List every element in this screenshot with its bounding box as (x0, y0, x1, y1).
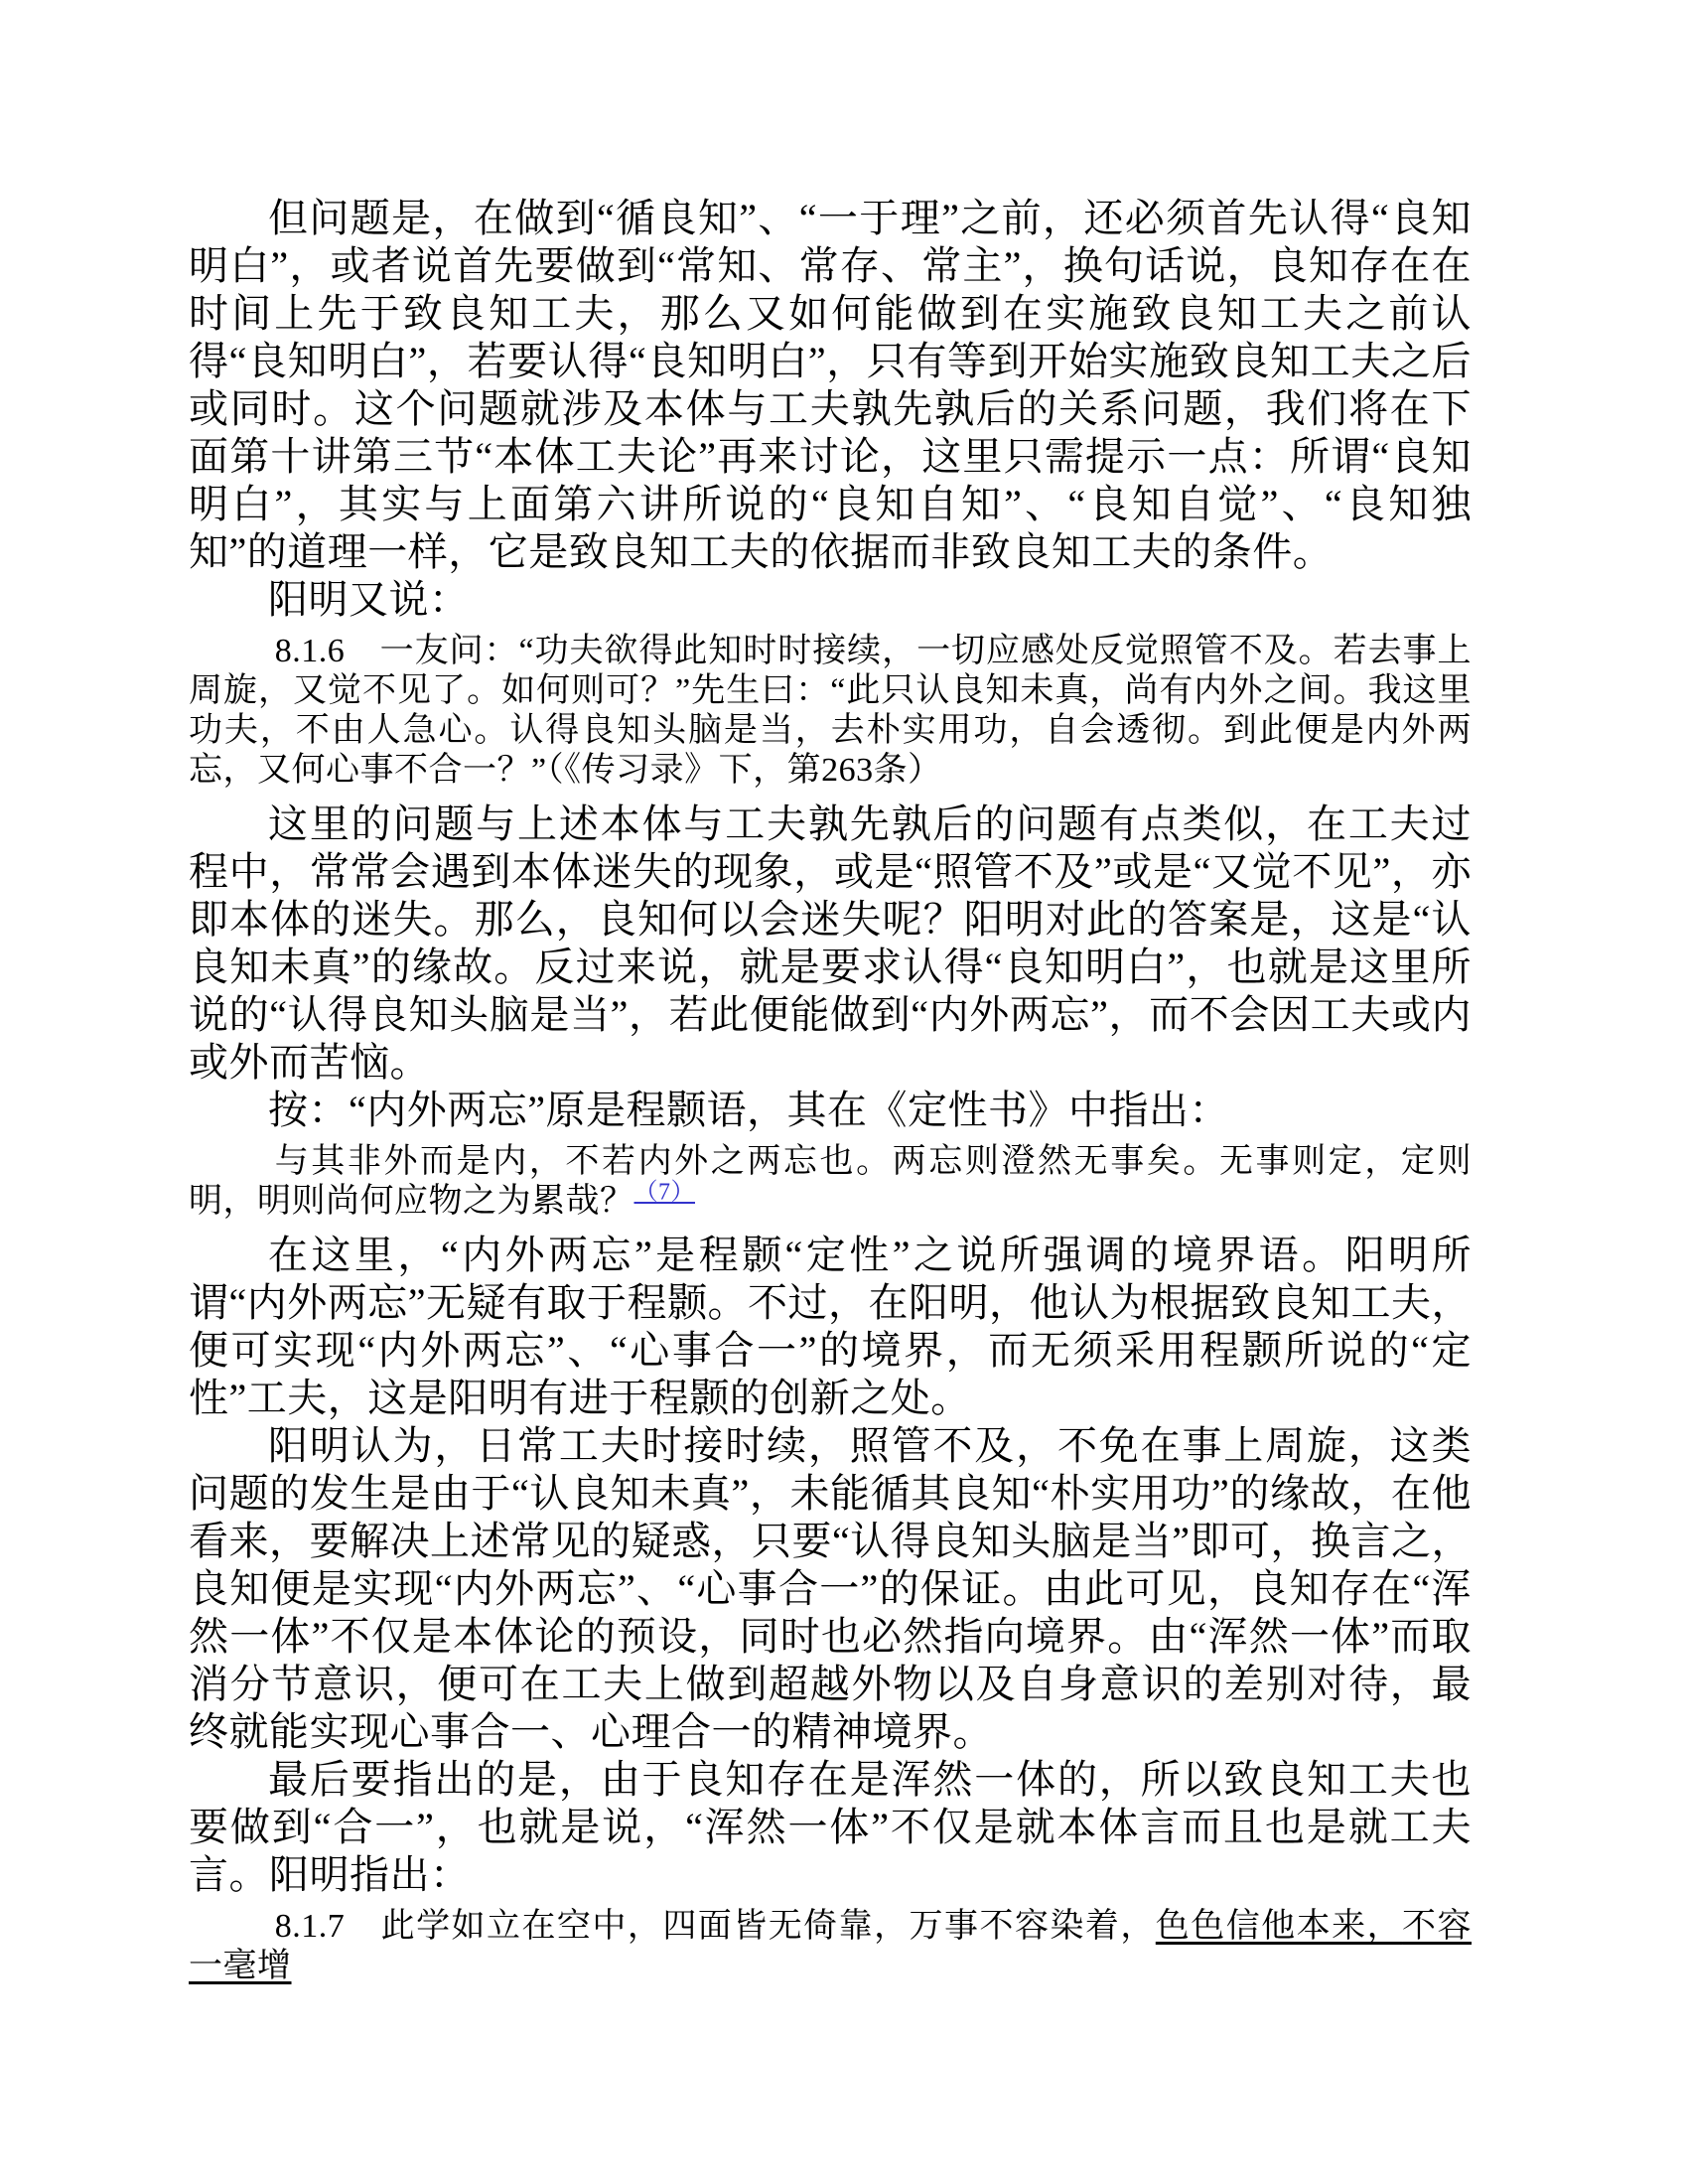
blockquote-dingxingshu (189, 1142, 1472, 1222)
underlined-text: 不容一毫增 (189, 1908, 1473, 1984)
paragraph-neiwai-liangwang: 在这里，“内外两忘”是程颢“定性”之说所强调的境界语。阳明所谓“内外两忘”无疑有取于程颢。不过，在阳明，他认为根据致良知工夫，便可实现“内外两忘”、“心事合一”的境界，而无须采用程颢所说的“定性”工夫，这是阳明有进于程颢的创新之处。 (189, 1233, 1473, 1420)
underlined-text: 色色信他本来， (1155, 1908, 1403, 1945)
paragraph-an-chenghao-lead-in: 按：“内外两忘”原是程颢语，其在《定性书》中指出： (268, 1088, 1230, 1132)
text-column (189, 195, 1472, 1996)
paragraph-yangming-lead-in: 阳明又说： (268, 577, 470, 622)
blockquote-8-1-7 (189, 1907, 1472, 1986)
footnote-link-7[interactable]: （7） (633, 1179, 695, 1206)
quote-text: 与其非外而是内，不若内外之两忘也。两忘则澄然无事矣。无事则定，定则明，明则尚何应物之为累哉？ (189, 1143, 1472, 1220)
paragraph-liangzhi-mingbai: 但问题是，在做到“循良知”、“一于理”之前，还必须首先认得“良知明白”，或者说首先要做到“常知、常存、常主”，换句话说，良知存在在时间上先于致良知工夫，那么又如何能做到在实施致良知工夫之前认得“良知明白”，若要认得“良知明白”，只有等到开始实施致良知工夫之后或同时。这个问题就涉及本体与工夫孰先孰后的关系问题，我们将在下面第十讲第三节“本体工夫论”再来讨论，这里只需提示一点：所谓“良知明白”，其实与上面第六讲所说的“良知自知”、“良知自觉”、“良知独知”的道理一样，它是致良知工夫的依据而非致良知工夫的条件。 (189, 196, 1472, 574)
paragraph-benti-mishi: 这里的问题与上述本体与工夫孰先孰后的问题有点类似，在工夫过程中，常常会遇到本体迷失的现象，或是“照管不及”或是“又觉不见”，亦即本体的迷失。那么，良知何以会迷失呢？阳明对此的答案是，这是“认良知未真”的缘故。反过来说，就是要求认得“良知明白”，也就是这里所说的“认得良知头脑是当”，若此便能做到“内外两忘”，而不会因工夫或内或外而苦恼。 (189, 801, 1472, 1085)
paragraph-zuihou-zhichu: 最后要指出的是，由于良知存在是浑然一体的，所以致良知工夫也要做到“合一”，也就是说，“浑然一体”不仅是就本体言而且也是就工夫言。阳明指出： (189, 1757, 1472, 1897)
footnote-superscript (634, 1180, 696, 1206)
paragraph-yangming-renwei: 阳明认为，日常工夫时接时续，照管不及，不免在事上周旋，这类问题的发生是由于“认良知未真”，未能循其良知“朴实用功”的缘故，在他看来，要解决上述常见的疑惑，只要“认得良知头脑是当”即可，换言之，良知便是实现“内外两忘”、“心事合一”的保证。由此可见，良知存在“浑然一体”不仅是本体论的预设，同时也必然指向境界。由“浑然一体”而取消分节意识，便可在工夫上做到超越外物以及自身意识的差别对待，最终就能实现心事合一、心理合一的精神境界。 (189, 1423, 1473, 1754)
blockquote-8-1-6: 8.1.6 一友问：“功夫欲得此知时时接续，一切应感处反觉照管不及。若去事上周旋，又觉不见了。如何则可？”先生曰：“此只认良知未真，尚有内外之间。我这里功夫，不由人急心。认得良知头脑是当，去朴实用功，自会透彻。到此便是内外两忘，又何心事不合一？”（《传习录》下，第263条） (189, 633, 1472, 789)
quote-text: 8.1.7 此学如立在空中，四面皆无倚靠，万事不容染着， (274, 1908, 1156, 1945)
